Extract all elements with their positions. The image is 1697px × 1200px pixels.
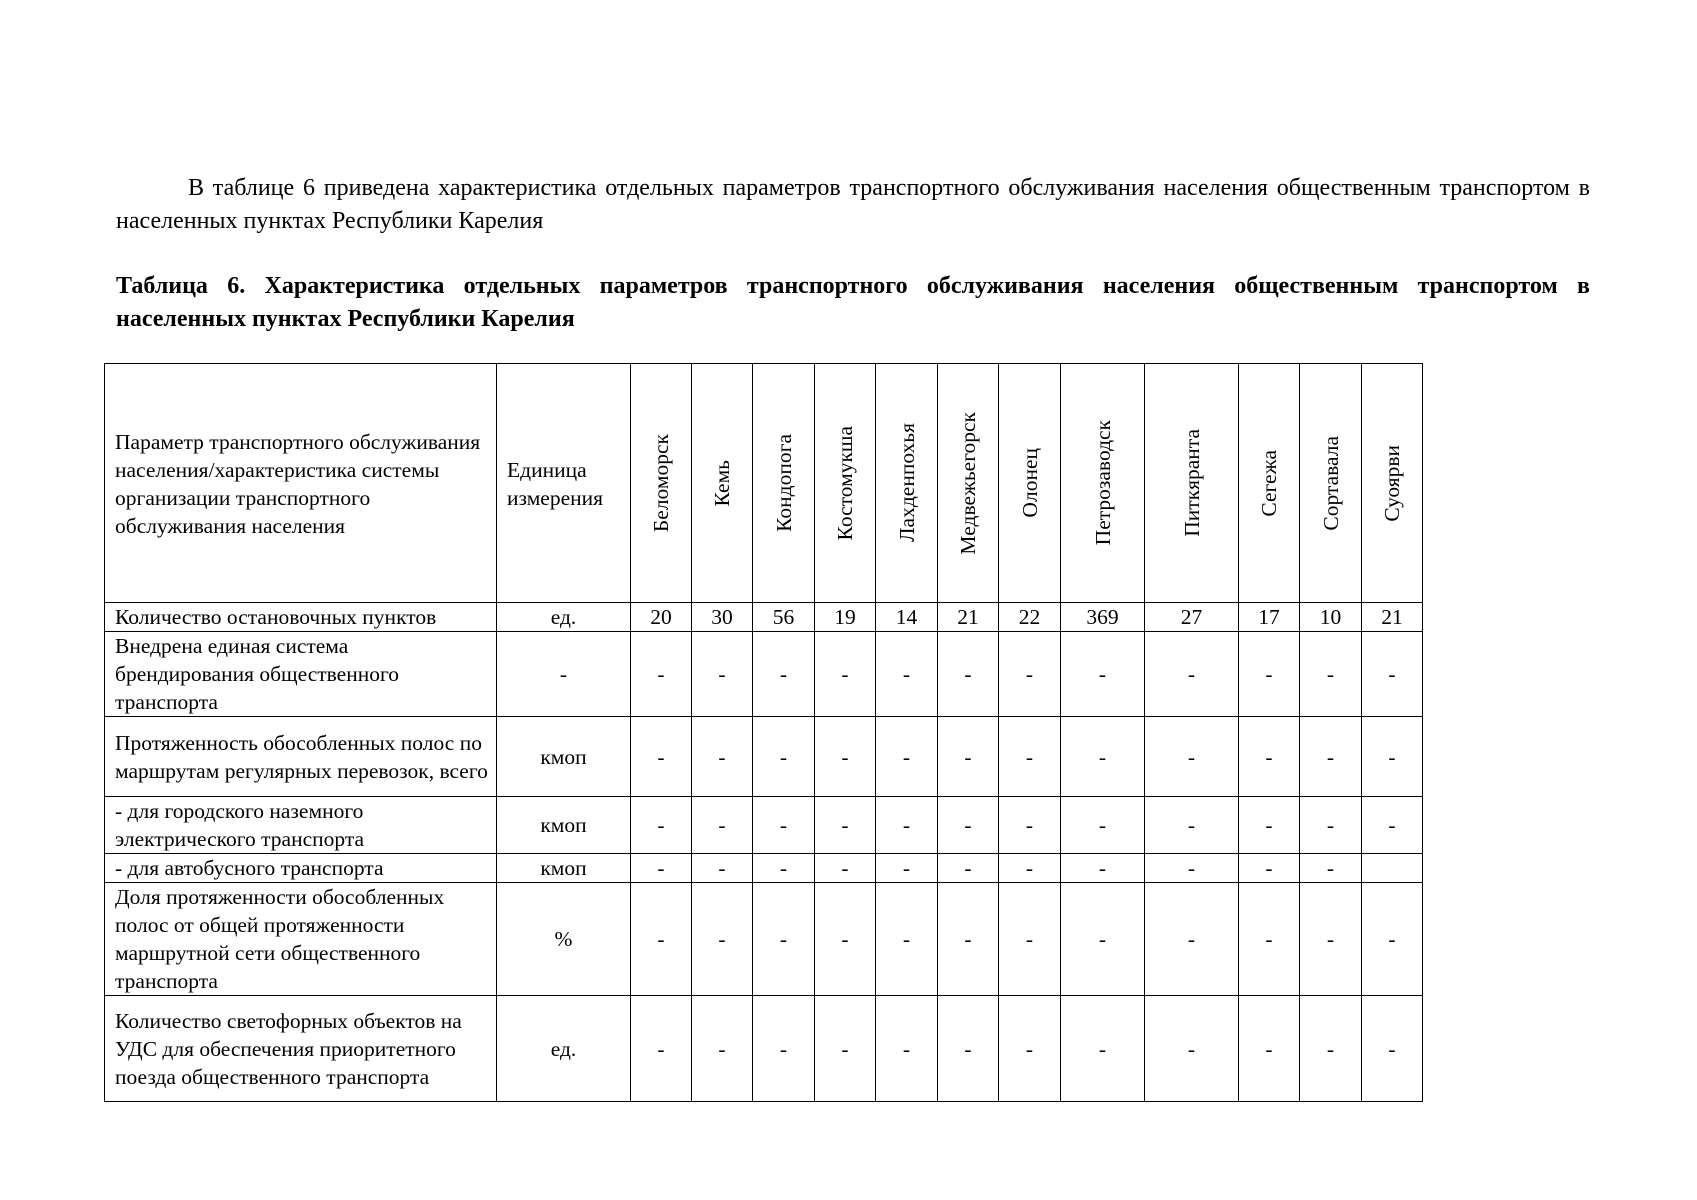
row-value: - — [753, 797, 815, 854]
city-header — [631, 364, 692, 603]
row-value: - — [692, 797, 753, 854]
row-value: - — [815, 717, 876, 797]
row-value: - — [1239, 717, 1300, 797]
row-value: 21 — [938, 603, 999, 632]
row-value: 20 — [631, 603, 692, 632]
row-value: - — [631, 996, 692, 1102]
row-value: - — [999, 717, 1061, 797]
table-row — [105, 854, 1423, 883]
row-value: - — [938, 632, 999, 717]
row-value: - — [1061, 854, 1145, 883]
header-unit: Единица измерения — [497, 364, 631, 603]
row-value: - — [1061, 717, 1145, 797]
table-row — [105, 632, 1423, 717]
row-value: - — [753, 854, 815, 883]
row-value: - — [1239, 883, 1300, 996]
row-value: - — [999, 854, 1061, 883]
header-row — [105, 364, 1423, 603]
row-value: - — [1145, 717, 1239, 797]
row-value: - — [938, 996, 999, 1102]
row-param: - для городского наземного электрического транспорта — [105, 797, 497, 854]
city-header-label: Сортавала — [1318, 435, 1343, 531]
city-header-label: Олонец — [1017, 448, 1042, 518]
city-header-label: Суоярви — [1380, 444, 1404, 522]
row-value: - — [938, 854, 999, 883]
row-value: - — [1239, 797, 1300, 854]
row-value: - — [999, 996, 1061, 1102]
city-header — [692, 364, 753, 603]
row-value: - — [938, 883, 999, 996]
row-value: - — [1145, 632, 1239, 717]
row-value: - — [1239, 854, 1300, 883]
row-value: - — [1061, 996, 1145, 1102]
city-header — [999, 364, 1061, 603]
row-unit: % — [497, 883, 631, 996]
city-header — [938, 364, 999, 603]
row-value: - — [1300, 632, 1362, 717]
row-value: 21 — [1362, 603, 1423, 632]
table-row — [105, 717, 1423, 797]
table-body — [105, 603, 1423, 1102]
city-header — [1061, 364, 1145, 603]
row-value: 14 — [876, 603, 938, 632]
city-header-label: Сегежа — [1257, 449, 1281, 517]
row-value: 22 — [999, 603, 1061, 632]
row-value: - — [876, 996, 938, 1102]
city-header — [1239, 364, 1300, 603]
row-value: - — [1300, 883, 1362, 996]
row-value: 17 — [1239, 603, 1300, 632]
row-value: 56 — [753, 603, 815, 632]
table-row — [105, 996, 1423, 1102]
row-value: - — [999, 883, 1061, 996]
city-header — [1300, 364, 1362, 603]
row-value — [1362, 854, 1423, 883]
transport-table — [104, 363, 1423, 1102]
city-header — [815, 364, 876, 603]
row-value: - — [815, 632, 876, 717]
row-value: - — [938, 797, 999, 854]
row-value: - — [692, 996, 753, 1102]
row-value: - — [692, 632, 753, 717]
row-param: - для автобусного транспорта — [105, 854, 497, 883]
row-value: 369 — [1061, 603, 1145, 632]
city-header — [876, 364, 938, 603]
row-unit: - — [497, 632, 631, 717]
city-header-label: Кемь — [710, 459, 734, 507]
city-header-label: Беломорск — [649, 433, 673, 533]
intro-text: В таблице 6 приведена характеристика отдельных параметров транспортного обслуживания населения общественным транспортом в населенных пунктах Республики Карелия — [116, 175, 1590, 234]
row-unit: кмоп — [497, 854, 631, 883]
row-value: - — [692, 717, 753, 797]
row-value: - — [1145, 996, 1239, 1102]
table-caption: Таблица 6. Характеристика отдельных параметров транспортного обслуживания населения общественным транспортом в населенных пунктах Республики Карелия — [116, 273, 1590, 332]
row-value: - — [1061, 883, 1145, 996]
row-value: - — [1145, 854, 1239, 883]
row-value: - — [1239, 632, 1300, 717]
row-value: - — [1300, 717, 1362, 797]
intro-paragraph — [116, 172, 1590, 238]
row-param: Внедрена единая система брендирования общественного транспорта — [105, 632, 497, 717]
row-value: - — [1362, 632, 1423, 717]
row-value: - — [815, 797, 876, 854]
row-unit: ед. — [497, 996, 631, 1102]
row-param: Количество остановочных пунктов — [105, 603, 497, 632]
city-header-label: Лахденпохья — [894, 423, 919, 543]
row-value: - — [1300, 996, 1362, 1102]
row-value: - — [631, 632, 692, 717]
row-value: - — [631, 854, 692, 883]
city-header-label: Питкяранта — [1179, 429, 1204, 537]
row-param: Количество светофорных объектов на УДС для обеспечения приоритетного поезда общественного транспорта — [105, 996, 497, 1102]
row-value: - — [876, 717, 938, 797]
city-header-label: Медвежьегорск — [956, 411, 980, 555]
row-value: - — [753, 717, 815, 797]
row-value: - — [1362, 996, 1423, 1102]
row-value: - — [1145, 883, 1239, 996]
row-param: Протяженность обособленных полос по маршрутам регулярных перевозок, всего — [105, 717, 497, 797]
row-value: - — [631, 717, 692, 797]
row-value: - — [876, 632, 938, 717]
row-value: - — [876, 797, 938, 854]
city-header-label: Костомукша — [833, 425, 857, 541]
row-value: - — [1362, 883, 1423, 996]
row-value: - — [753, 996, 815, 1102]
row-unit: кмоп — [497, 797, 631, 854]
row-value: 30 — [692, 603, 753, 632]
city-header — [1362, 364, 1423, 603]
row-value: - — [1300, 854, 1362, 883]
city-header — [753, 364, 815, 603]
table-row — [105, 603, 1423, 632]
row-param: Доля протяженности обособленных полос от общей протяженности маршрутной сети общественного транспорта — [105, 883, 497, 996]
row-value: - — [876, 854, 938, 883]
row-value: - — [1300, 797, 1362, 854]
row-value: 10 — [1300, 603, 1362, 632]
row-value: 27 — [1145, 603, 1239, 632]
header-param: Параметр транспортного обслуживания населения/характеристика системы организации транспортного обслуживания населения — [105, 364, 497, 603]
row-value: 19 — [815, 603, 876, 632]
row-value: - — [1145, 797, 1239, 854]
row-value: - — [815, 883, 876, 996]
row-value: - — [631, 797, 692, 854]
table-row — [105, 883, 1423, 996]
city-header — [1145, 364, 1239, 603]
row-value: - — [1239, 996, 1300, 1102]
row-unit: ед. — [497, 603, 631, 632]
row-value: - — [631, 883, 692, 996]
row-value: - — [692, 854, 753, 883]
city-header-label: Петрозаводск — [1090, 420, 1115, 546]
row-value: - — [753, 632, 815, 717]
row-value: - — [1061, 632, 1145, 717]
row-value: - — [999, 797, 1061, 854]
row-value: - — [938, 717, 999, 797]
row-value: - — [815, 996, 876, 1102]
city-header-label: Кондопога — [771, 434, 796, 532]
row-value: - — [1061, 797, 1145, 854]
row-value: - — [1362, 797, 1423, 854]
table-row — [105, 797, 1423, 854]
row-value: - — [876, 883, 938, 996]
row-value: - — [815, 854, 876, 883]
row-value: - — [1362, 717, 1423, 797]
row-value: - — [753, 883, 815, 996]
row-value: - — [999, 632, 1061, 717]
row-value: - — [692, 883, 753, 996]
row-unit: кмоп — [497, 717, 631, 797]
